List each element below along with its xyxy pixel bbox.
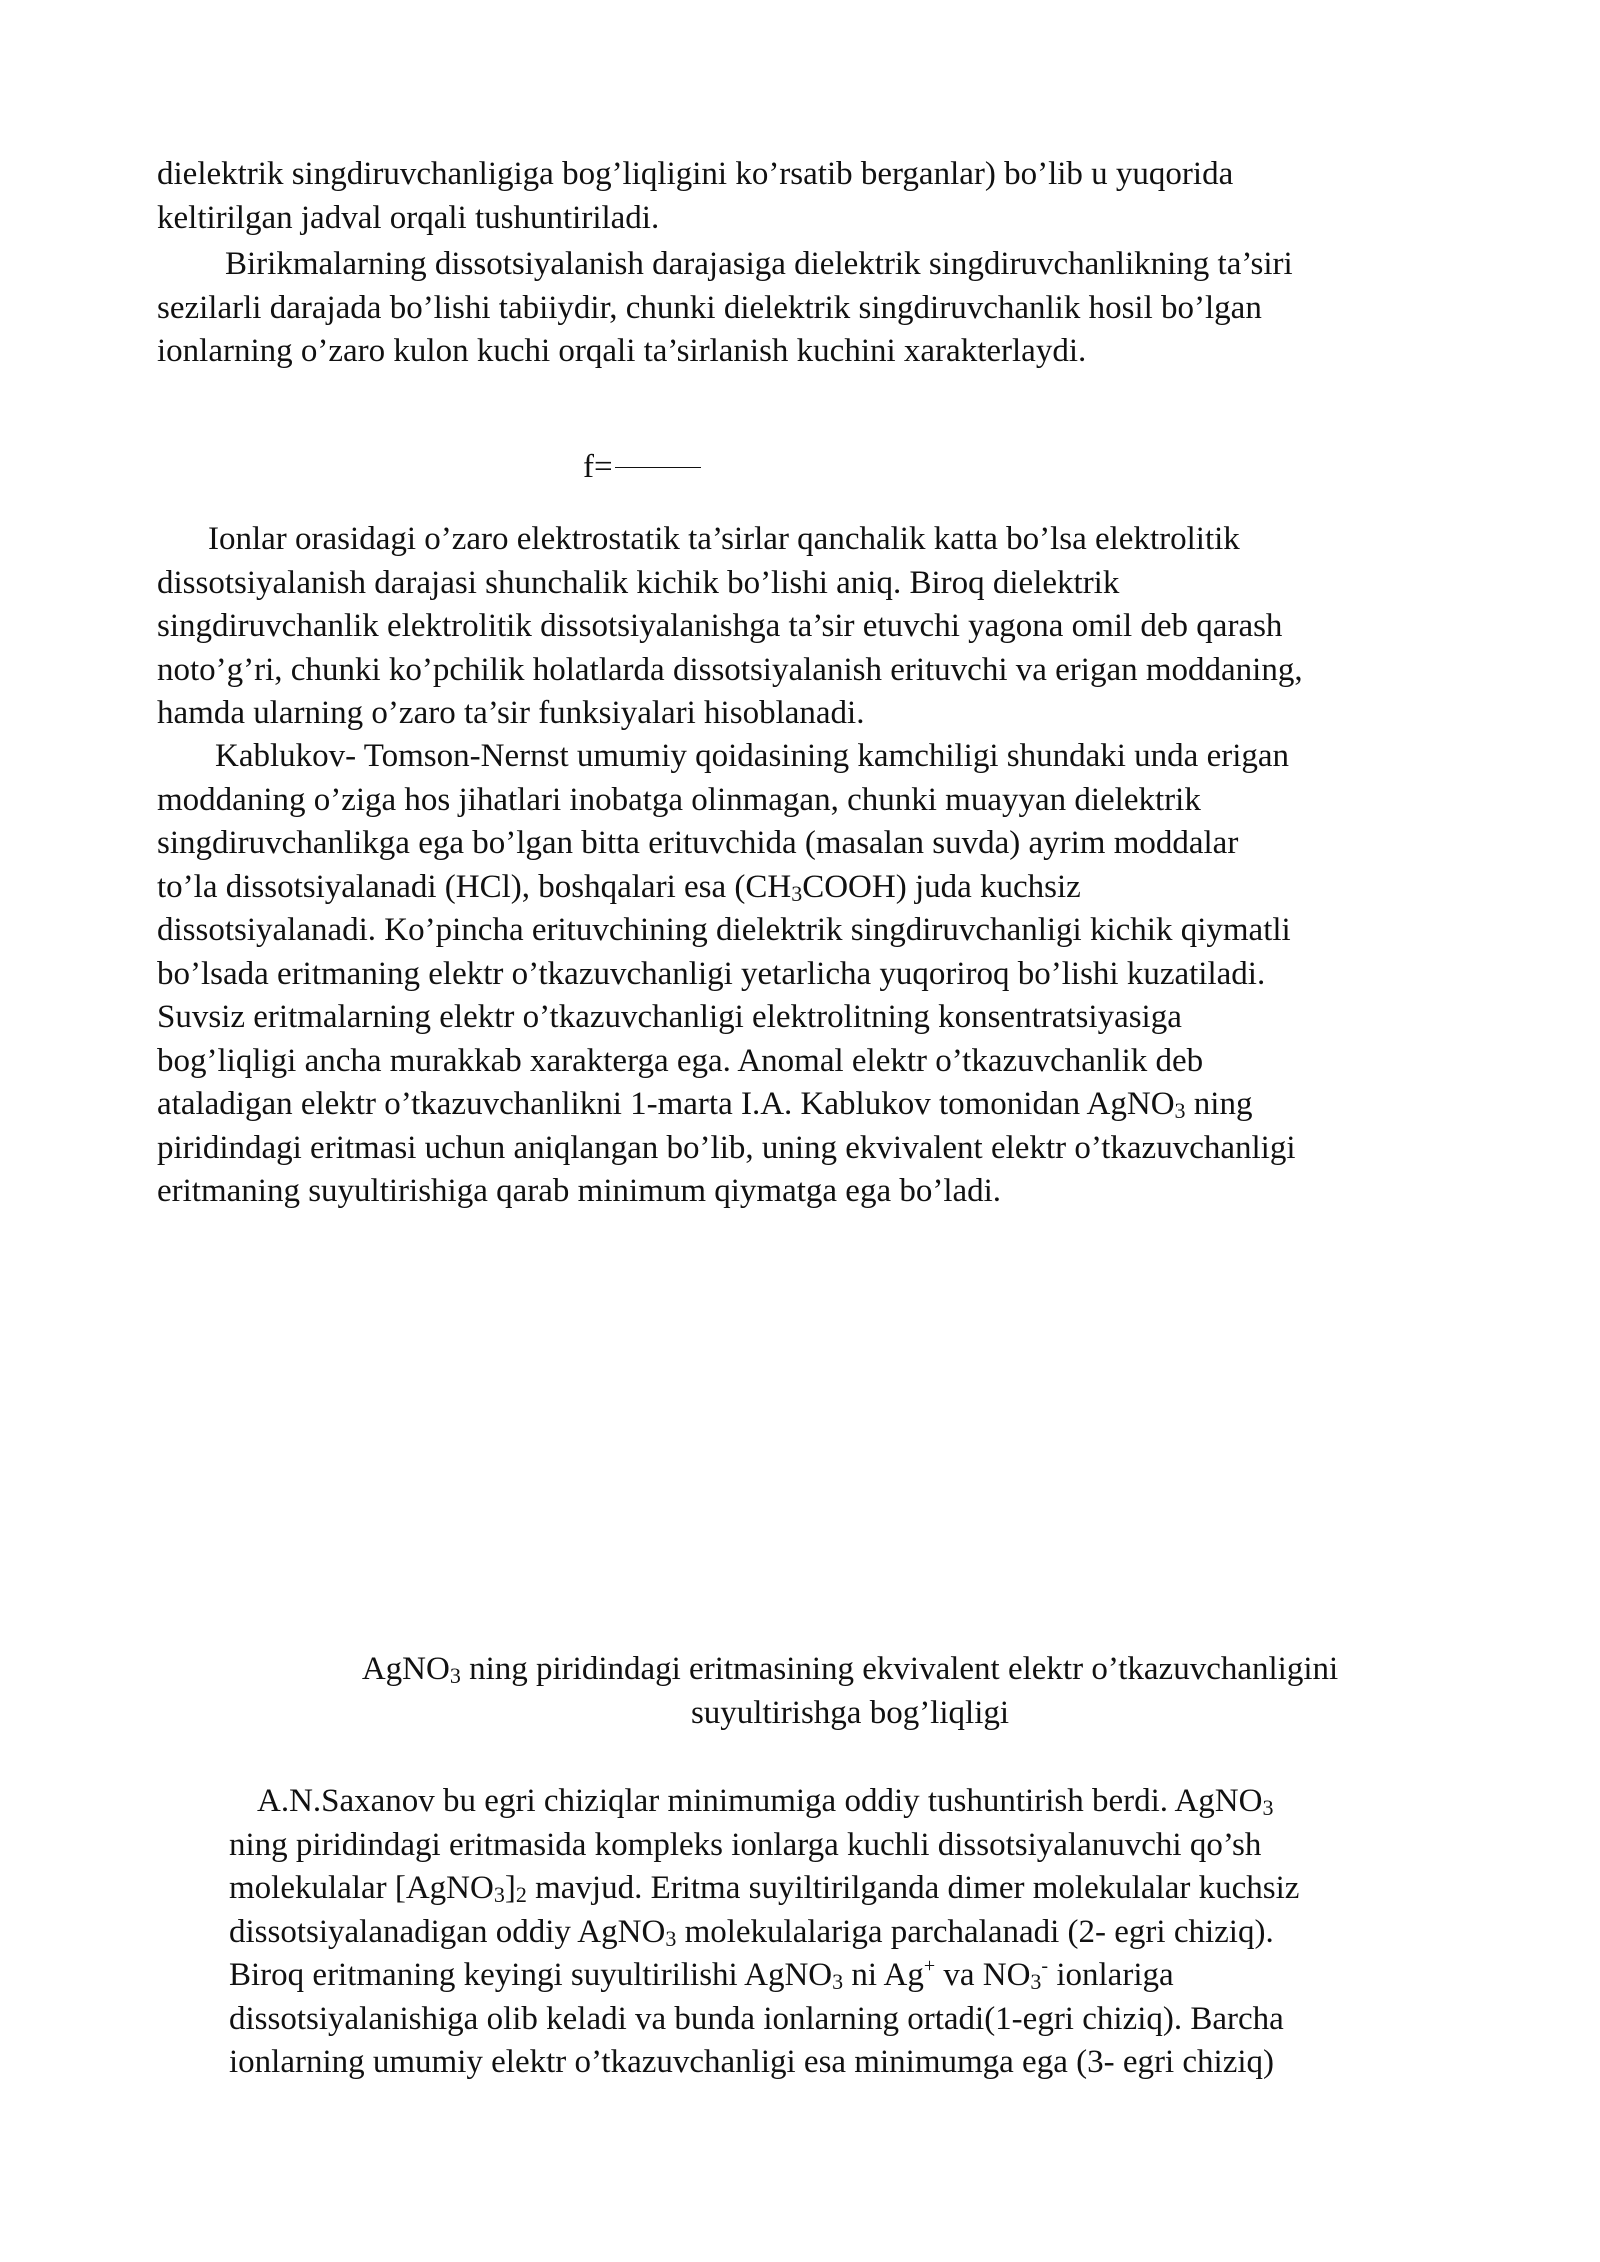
text-run: ni Ag	[843, 1957, 924, 1993]
text-line: dielektrik singdiruvchanligiga bog’liqligini ko’rsatib berganlar) bo’lib u yuqorida	[157, 156, 1234, 192]
text-line: singdiruvchanlikga ega bo’lgan bitta erituvchida (masalan suvda) ayrim moddalar	[157, 825, 1239, 861]
text-line: moddaning o’ziga hos jihatlari inobatga olinmagan, chunki muayyan dielektrik	[157, 781, 1201, 818]
paragraph-dielectric-effect	[157, 243, 1293, 374]
subscript: 3	[832, 1969, 844, 1994]
text-line: sezilarli darajada bo’lishi tabiiydir, chunki dielektrik singdiruvchanlik hosil bo’lgan	[157, 289, 1262, 326]
paragraph-continued	[157, 153, 1233, 240]
superscript: +	[923, 1955, 936, 1977]
text-line	[229, 1954, 1299, 1998]
text-run: va NO	[935, 1957, 1031, 1993]
text-line: eritmaning suyultirishiga qarab minimum qiymatga ega bo’ladi.	[157, 1173, 1002, 1209]
text-line	[157, 1083, 1296, 1127]
subscript: 3	[493, 1882, 505, 1907]
subscript: 3	[665, 1925, 677, 1951]
subscript: 3	[449, 1663, 461, 1688]
text-run: Biroq eritmaning keyingi suyultirilishi AgNO	[229, 1957, 833, 1993]
text-run: AgNO	[361, 1651, 450, 1687]
text-line: dissotsiyalanishiga olib keladi va bunda ionlarning ortadi(1-egri chiziq). Barcha	[229, 2000, 1284, 2037]
fraction-bar	[615, 467, 701, 468]
text-run: mavjud. Eritma suyiltirilganda dimer molekulalar kuchsiz	[526, 1870, 1300, 1906]
text-line: Suvsiz eritmalarning elektr o’tkazuvchanligi elektrolitning konsentratsiyasiga	[157, 999, 1182, 1035]
text-line: piridindagi eritmasi uchun aniqlangan bo’lib, uning ekvivalent elektr o’tkazuvchanligi	[157, 1129, 1296, 1166]
text-line: ning piridindagi eritmasida kompleks ionlarga kuchli dissotsiyalanuvchi qo’sh	[229, 1826, 1262, 1863]
text-line: noto’g’ri, chunki ko’pchilik holatlarda dissotsiyalanish erituvchi va erigan moddaning,	[157, 651, 1303, 688]
text-run: ning piridindagi eritmasining ekvivalent elektr o’tkazuvchanligini	[460, 1651, 1339, 1687]
text-run: COOH) juda kuchsiz	[802, 868, 1081, 905]
paragraph-saxanov	[229, 1780, 1299, 2085]
text-run: ataladigan elektr o’tkazuvchanlikni 1-marta I.A. Kablukov tomonidan AgNO	[157, 1086, 1175, 1122]
text-line: ionlarning o’zaro kulon kuchi orqali ta’sirlanish kuchini xarakterlaydi.	[157, 333, 1087, 369]
text-run: molekulalariga parchalanadi (2- egri chiziq).	[676, 1913, 1274, 1950]
superscript: -	[1041, 1955, 1049, 1977]
text-line: dissotsiyalanadi. Ko’pincha erituvchining dielektrik singdiruvchanligi kichik qiymatli	[157, 912, 1291, 948]
text-line: hamda ularning o’zaro ta’sir funksiyalari hisoblanadi.	[157, 695, 865, 731]
subscript: 3	[1262, 1795, 1274, 1820]
figure-caption	[200, 1648, 1500, 1735]
text-run: ]	[504, 1870, 516, 1906]
text-line	[229, 1780, 1299, 1824]
text-run: A.N.Saxanov bu egri chiziqlar minimumiga oddiy tushuntirish berdi. AgNO	[257, 1783, 1263, 1819]
subscript: 3	[791, 880, 803, 906]
paragraph-kablukov	[157, 735, 1296, 1214]
paragraph-electrostatic	[157, 518, 1303, 736]
subscript: 2	[515, 1882, 527, 1907]
text-line: singdiruvchanlik elektrolitik dissotsiyalanishga ta’sir etuvchi yagona omil deb qarash	[157, 608, 1283, 644]
subscript: 3	[1030, 1969, 1042, 1994]
text-run: dissotsiyalanadigan oddiy AgNO	[229, 1913, 666, 1950]
text-run: ionlariga	[1048, 1957, 1174, 1993]
text-run: to’la dissotsiyalanadi (HCl), boshqalari esa (CH	[157, 868, 792, 905]
text-line	[229, 1867, 1299, 1911]
subscript: 3	[1174, 1098, 1186, 1123]
text-line	[229, 1911, 1299, 1955]
text-line: keltirilgan jadval orqali tushuntiriladi.	[157, 199, 660, 236]
text-line: bo’lsada eritmaning elektr o’tkazuvchanligi yetarlicha yuqoriroq bo’lishi kuzatiladi.	[157, 955, 1266, 992]
text-line: ionlarning umumiy elektr o’tkazuvchanligi esa minimumga ega (3- egri chiziq)	[229, 2044, 1274, 2080]
text-line: Kablukov- Tomson-Nernst umumiy qoidasining kamchiligi shundaki unda erigan	[215, 738, 1290, 774]
text-line	[157, 866, 1296, 910]
text-line: dissotsiyalanish darajasi shunchalik kichik bo’lishi aniq. Biroq dielektrik	[157, 564, 1120, 601]
caption-line: suyultirishga bog’liqligi	[690, 1694, 1010, 1731]
text-run: molekulalar [AgNO	[229, 1870, 494, 1906]
text-run: ning	[1185, 1086, 1253, 1122]
text-line: Ionlar orasidagi o’zaro elektrostatik ta’sirlar qanchalik katta bo’lsa elektrolitik	[208, 521, 1240, 557]
coulomb-formula	[583, 446, 701, 490]
text-line: bog’liqligi ancha murakkab xarakterga ega. Anomal elektr o’tkazuvchanlik deb	[157, 1042, 1204, 1079]
caption-line	[200, 1648, 1500, 1692]
formula-lhs: f=	[583, 449, 613, 485]
text-line: Birikmalarning dissotsiyalanish darajasiga dielektrik singdiruvchanlikning ta’siri	[225, 246, 1293, 282]
